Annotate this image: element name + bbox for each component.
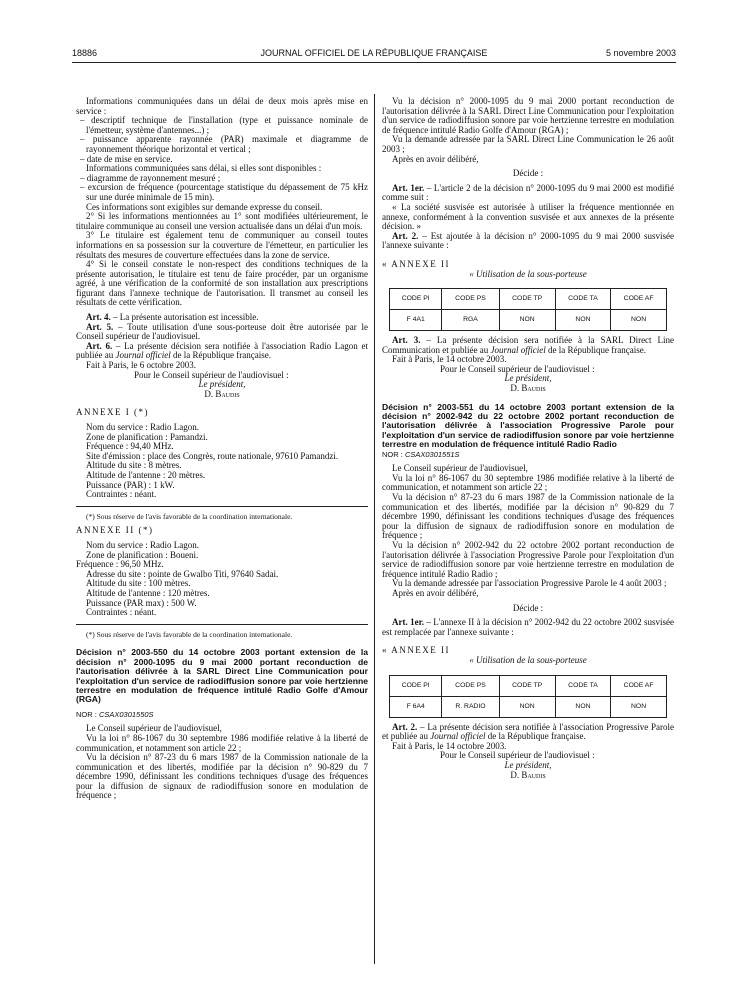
signing-place-date: Fait à Paris, le 14 octobre 2003. (392, 740, 507, 751)
signature-title: Le président, (504, 373, 552, 384)
footnote-rule (76, 624, 368, 625)
signature-for: Pour le Conseil supérieur de l'audiovisuel : (134, 369, 289, 380)
annex-line: Altitude de l'antenne : 20 mètres. (86, 469, 206, 480)
annex-line: Nom du service : Radio Lagon. (86, 422, 199, 432)
journal-title: JOURNAL OFFICIEL DE LA RÉPUBLIQUE FRANÇAISE (260, 48, 488, 58)
article-2: Art. 2. – La présente décision sera notifiée à l'association Progressive Parole et publiée au Journal officiel de la République française. (382, 721, 675, 742)
signing-place-date: Fait à Paris, le 14 octobre 2003. (392, 354, 507, 365)
table-row (390, 696, 667, 717)
table-header-cell: CODE AF (611, 289, 667, 310)
footnote: (*) Sous réserve de l'avis favorable de la coordination internationale. (86, 511, 293, 521)
decide-label: Décide : (512, 168, 544, 179)
column-divider (374, 94, 375, 964)
page-header (72, 48, 676, 62)
article-2: Art. 2. – Est ajoutée à la décision n° 2000-1095 du 9 mai 2000 susvisée l'annexe suivante : (382, 230, 675, 251)
paragraph: Vu la demande adressée par la SARL Direct Line Communication le 26 août 2003 ; (382, 134, 674, 154)
signature-name: D. Baudis (510, 769, 546, 780)
annex-title: ANNEXE I (*) (76, 407, 149, 418)
article-5: Art. 5. – Toute utilisation d'une sous-porteuse doit être autorisée par le Conseil supérieur de l'audiovisuel. (76, 321, 368, 342)
signature-name: D. Baudis (204, 388, 240, 399)
paragraph: Vu la décision n° 2002-942 du 22 octobre 2002 portant reconduction de l'autorisation délivrée à l'association Progressive Parole pour l'exploitation d'un service de radiodiffusion sonore par voie hertzienne terrestre en modulation de fréquence intitulé Radio Radio ; (382, 540, 674, 579)
right-column (382, 97, 674, 780)
article-3: Art. 3. – La présente décision sera notifiée à la SARL Direct Line Communication et publiée au Journal officiel de la République française. (382, 335, 674, 355)
decision-title: Décision n° 2003-550 du 14 octobre 2003 portant extension de la décision n° 2000-1095 du 9 mai 2000 portant reconduction de l'autorisation délivrée à la SARL Direct Line Communication pour l'exploitation d'un service de radiodiffusion sonore par voie hertzienne terrestre en modulation de fréquence intitulé Radio Golfe d'Amour (RGA) (76, 647, 368, 705)
paragraph: Après en avoir délibéré, (392, 153, 479, 164)
table-cell: NON (555, 310, 610, 331)
nor-reference: NOR : CSAX0301550S (76, 709, 154, 719)
list-item: – descriptif technique de l'installation (type et puissance nominale de l'émetteur, système d'antennes...) ; (80, 115, 368, 135)
article-1: Art. 1er. – L'article 2 de la décision n° 2000-1095 du 9 mai 2000 est modifié comme suit : (382, 182, 674, 203)
decision-title: Décision n° 2003-551 du 14 octobre 2003 portant extension de la décision n° 2002-942 du 22 octobre 2002 portant reconduction de l'autorisation délivrée à l'association Progressive Parole pour l'exploitation d'un service de radiodiffusion sonore par voie hertzienne terrestre en modulation de fréquence intitulé Radio Radio (382, 401, 674, 450)
header-rule (72, 62, 676, 63)
annex-line: Zone de planification : Pamandzi. (86, 431, 208, 442)
paragraph: 4° Si le conseil constate le non-respect des conditions techniques de la présente autorisation, le titulaire est tenu de faire procéder, par un organisme agréé, à une vérification de la conformité de son installation aux prescriptions figurant dans l'annexe technique de l'autorisation. Il transmet au conseil les résultats de cette vérification. (76, 259, 368, 308)
paragraph: 3° Le titulaire est également tenu de communiquer au conseil toutes informations en sa possession sur la couverture de l'émetteur, en particulier les résultats des mesures de couverture effectuées dans la zone de service. (76, 230, 368, 260)
signature-title: Le président, (504, 759, 552, 770)
page-number: 18886 (72, 48, 98, 58)
signing-place-date: Fait à Paris, le 6 octobre 2003. (86, 360, 196, 371)
list-item: – diagramme de rayonnement mesuré ; (80, 172, 221, 183)
annex-line: Adresse du site : pointe de Gwalbo Titi, 97640 Sadai. (86, 568, 279, 579)
paragraph: Le Conseil supérieur de l'audiovisuel, (392, 463, 528, 474)
paragraph: Vu la loi n° 86-1067 du 30 septembre 1986 modifiée relative à la liberté de communication, et notamment son article 22 ; (382, 472, 674, 493)
annex-line: Site d'émission : place des Congrès, route nationale, 97610 Pamandzi. (86, 450, 339, 461)
paragraph: Le Conseil supérieur de l'audiovisuel, (86, 723, 222, 734)
paragraph: Vu la loi n° 86-1067 du 30 septembre 1986 modifiée relative à la liberté de communication, et notamment son article 22 ; (76, 732, 368, 753)
table-cell: NON (499, 696, 555, 717)
annex-line: Fréquence : 96,50 MHz. (76, 559, 164, 570)
subcarrier-table (389, 675, 667, 718)
annex-line: Zone de planification : Boueni. (86, 549, 199, 560)
table-cell: F 4A1 (390, 310, 442, 331)
paragraph: « La société susvisée est autorisée à utiliser la fréquence mentionnée en annexe, conformément à la convention susvisée et aux annexes de la présente décision. » (382, 201, 674, 232)
list-item: – date de mise en service. (80, 153, 173, 164)
table-header-row (390, 675, 667, 696)
table-header-cell: CODE TP (499, 289, 555, 310)
annex-subtitle: « Utilisation de la sous-porteuse (469, 268, 587, 279)
paragraph: Informations communiquées sans délai, si elles sont disponibles : (86, 163, 322, 174)
annex-title: « ANNEXE II (382, 645, 450, 656)
paragraph: Informations communiquées dans un délai de deux mois après mise en service : (76, 96, 368, 116)
table-row (390, 310, 667, 331)
annex-line: Altitude du site : 8 mètres. (86, 460, 182, 471)
annex-line: Puissance (PAR max) : 500 W. (86, 597, 197, 608)
article-6: Art. 6. – La présente décision sera notifiée à l'association Radio Lagon et publiée au Journal officiel de la République française. (76, 340, 369, 361)
article-4: Art. 4. – La présente autorisation est incessible. (86, 312, 259, 323)
paragraph: Vu la décision n° 87-23 du 6 mars 1987 de la Commission nationale de la communication et des libertés, modifiée par la décision n° 90-829 du 7 décembre 1990, définissant les conditions techniques d'usage des fréquences pour la diffusion de signaux de radiodiffusion sonore en modulation de fréquence ; (76, 752, 368, 801)
table-header-cell: CODE TA (555, 289, 610, 310)
signature-name: D. Baudis (510, 383, 546, 394)
table-cell: NON (499, 310, 555, 331)
table-header-cell: CODE PS (442, 675, 499, 696)
annex-line: Altitude de l'antenne : 120 mètres. (86, 587, 210, 598)
annex-title: ANNEXE II (*) (76, 525, 154, 536)
table-cell: RGA (442, 310, 499, 331)
annex-subtitle: « Utilisation de la sous-porteuse (469, 654, 587, 665)
paragraph: 2° Si les informations mentionnées au 1° sont modifiées ultérieurement, le titulaire communique au conseil une version actualisée dans un délai d'un mois. (76, 211, 368, 231)
paragraph: Ces informations sont exigibles sur demande expresse du conseil. (86, 201, 323, 212)
table-header-cell: CODE TP (499, 675, 555, 696)
issue-date: 5 novembre 2003 (605, 48, 676, 58)
signature-for: Pour le Conseil supérieur de l'audiovisuel : (440, 750, 595, 761)
annex-title: « ANNEXE II (382, 258, 450, 269)
footnote: (*) Sous réserve de l'avis favorable de la coordination internationale. (86, 629, 293, 639)
table-cell: R. RADIO (442, 696, 499, 717)
table-header-cell: CODE PI (390, 289, 442, 310)
footnote-rule (76, 506, 368, 507)
annex-line: Puissance (PAR) : 1 kW. (86, 479, 175, 490)
table-header-cell: CODE AF (611, 675, 667, 696)
table-header-cell: CODE PS (442, 289, 499, 310)
paragraph: Après en avoir délibéré, (392, 588, 479, 598)
annex-line: Contraintes : néant. (86, 607, 157, 618)
subcarrier-table (389, 288, 667, 331)
table-header-cell: CODE PI (390, 675, 442, 696)
signature-for: Pour le Conseil supérieur de l'audiovisuel : (440, 363, 595, 374)
table-header-row (390, 289, 667, 310)
annex-line: Contraintes : néant. (86, 489, 157, 500)
left-column (76, 97, 368, 801)
article-1: Art. 1er. – L'annexe II à la décision n° 2002-942 du 22 octobre 2002 susvisée est remplacée par l'annexe suivante : (382, 617, 674, 637)
signature-title: Le président, (198, 379, 246, 390)
decide-label: Décide : (512, 602, 544, 613)
paragraph: Vu la demande adressée par l'association Progressive Parole le 4 août 2003 ; (392, 578, 667, 589)
table-cell: NON (611, 310, 667, 331)
table-cell: F 6A4 (390, 696, 442, 717)
nor-reference: NOR : CSAX0301551S (382, 449, 460, 459)
paragraph: Vu la décision n° 2000-1095 du 9 mai 2000 portant reconduction de l'autorisation délivrée à la SARL Direct Line Communication pour l'exploitation d'un service de radiodiffusion sonore par voie hertzienne terrestre en modulation de fréquence intitulé Radio Golfe d'Amour (RGA) ; (382, 96, 674, 135)
table-header-cell: CODE TA (555, 675, 610, 696)
table-cell: NON (555, 696, 610, 717)
annex-line: Nom du service : Radio Lagon. (86, 539, 199, 550)
list-item: – excursion de fréquence (pourcentage statistique du dépassement de 75 kHz sur une durée minimale de 15 min). (80, 182, 368, 202)
annex-line: Fréquence : 94,40 MHz. (86, 441, 174, 452)
list-item: – puissance apparente rayonnée (PAR) maximale et diagramme de rayonnement théorique horizontal et vertical ; (80, 134, 368, 154)
annex-line: Altitude du site : 100 mètres. (86, 578, 191, 589)
table-cell: NON (611, 696, 667, 717)
paragraph: Vu la décision n° 87-23 du 6 mars 1987 de la Commission nationale de la communication et des libertés, modifiée par la décision n° 90-829 du 7 décembre 1990, définissant les conditions techniques d'usage des fréquences pour la diffusion de signaux de radiodiffusion sonore en modulation de fréquence ; (382, 492, 674, 541)
